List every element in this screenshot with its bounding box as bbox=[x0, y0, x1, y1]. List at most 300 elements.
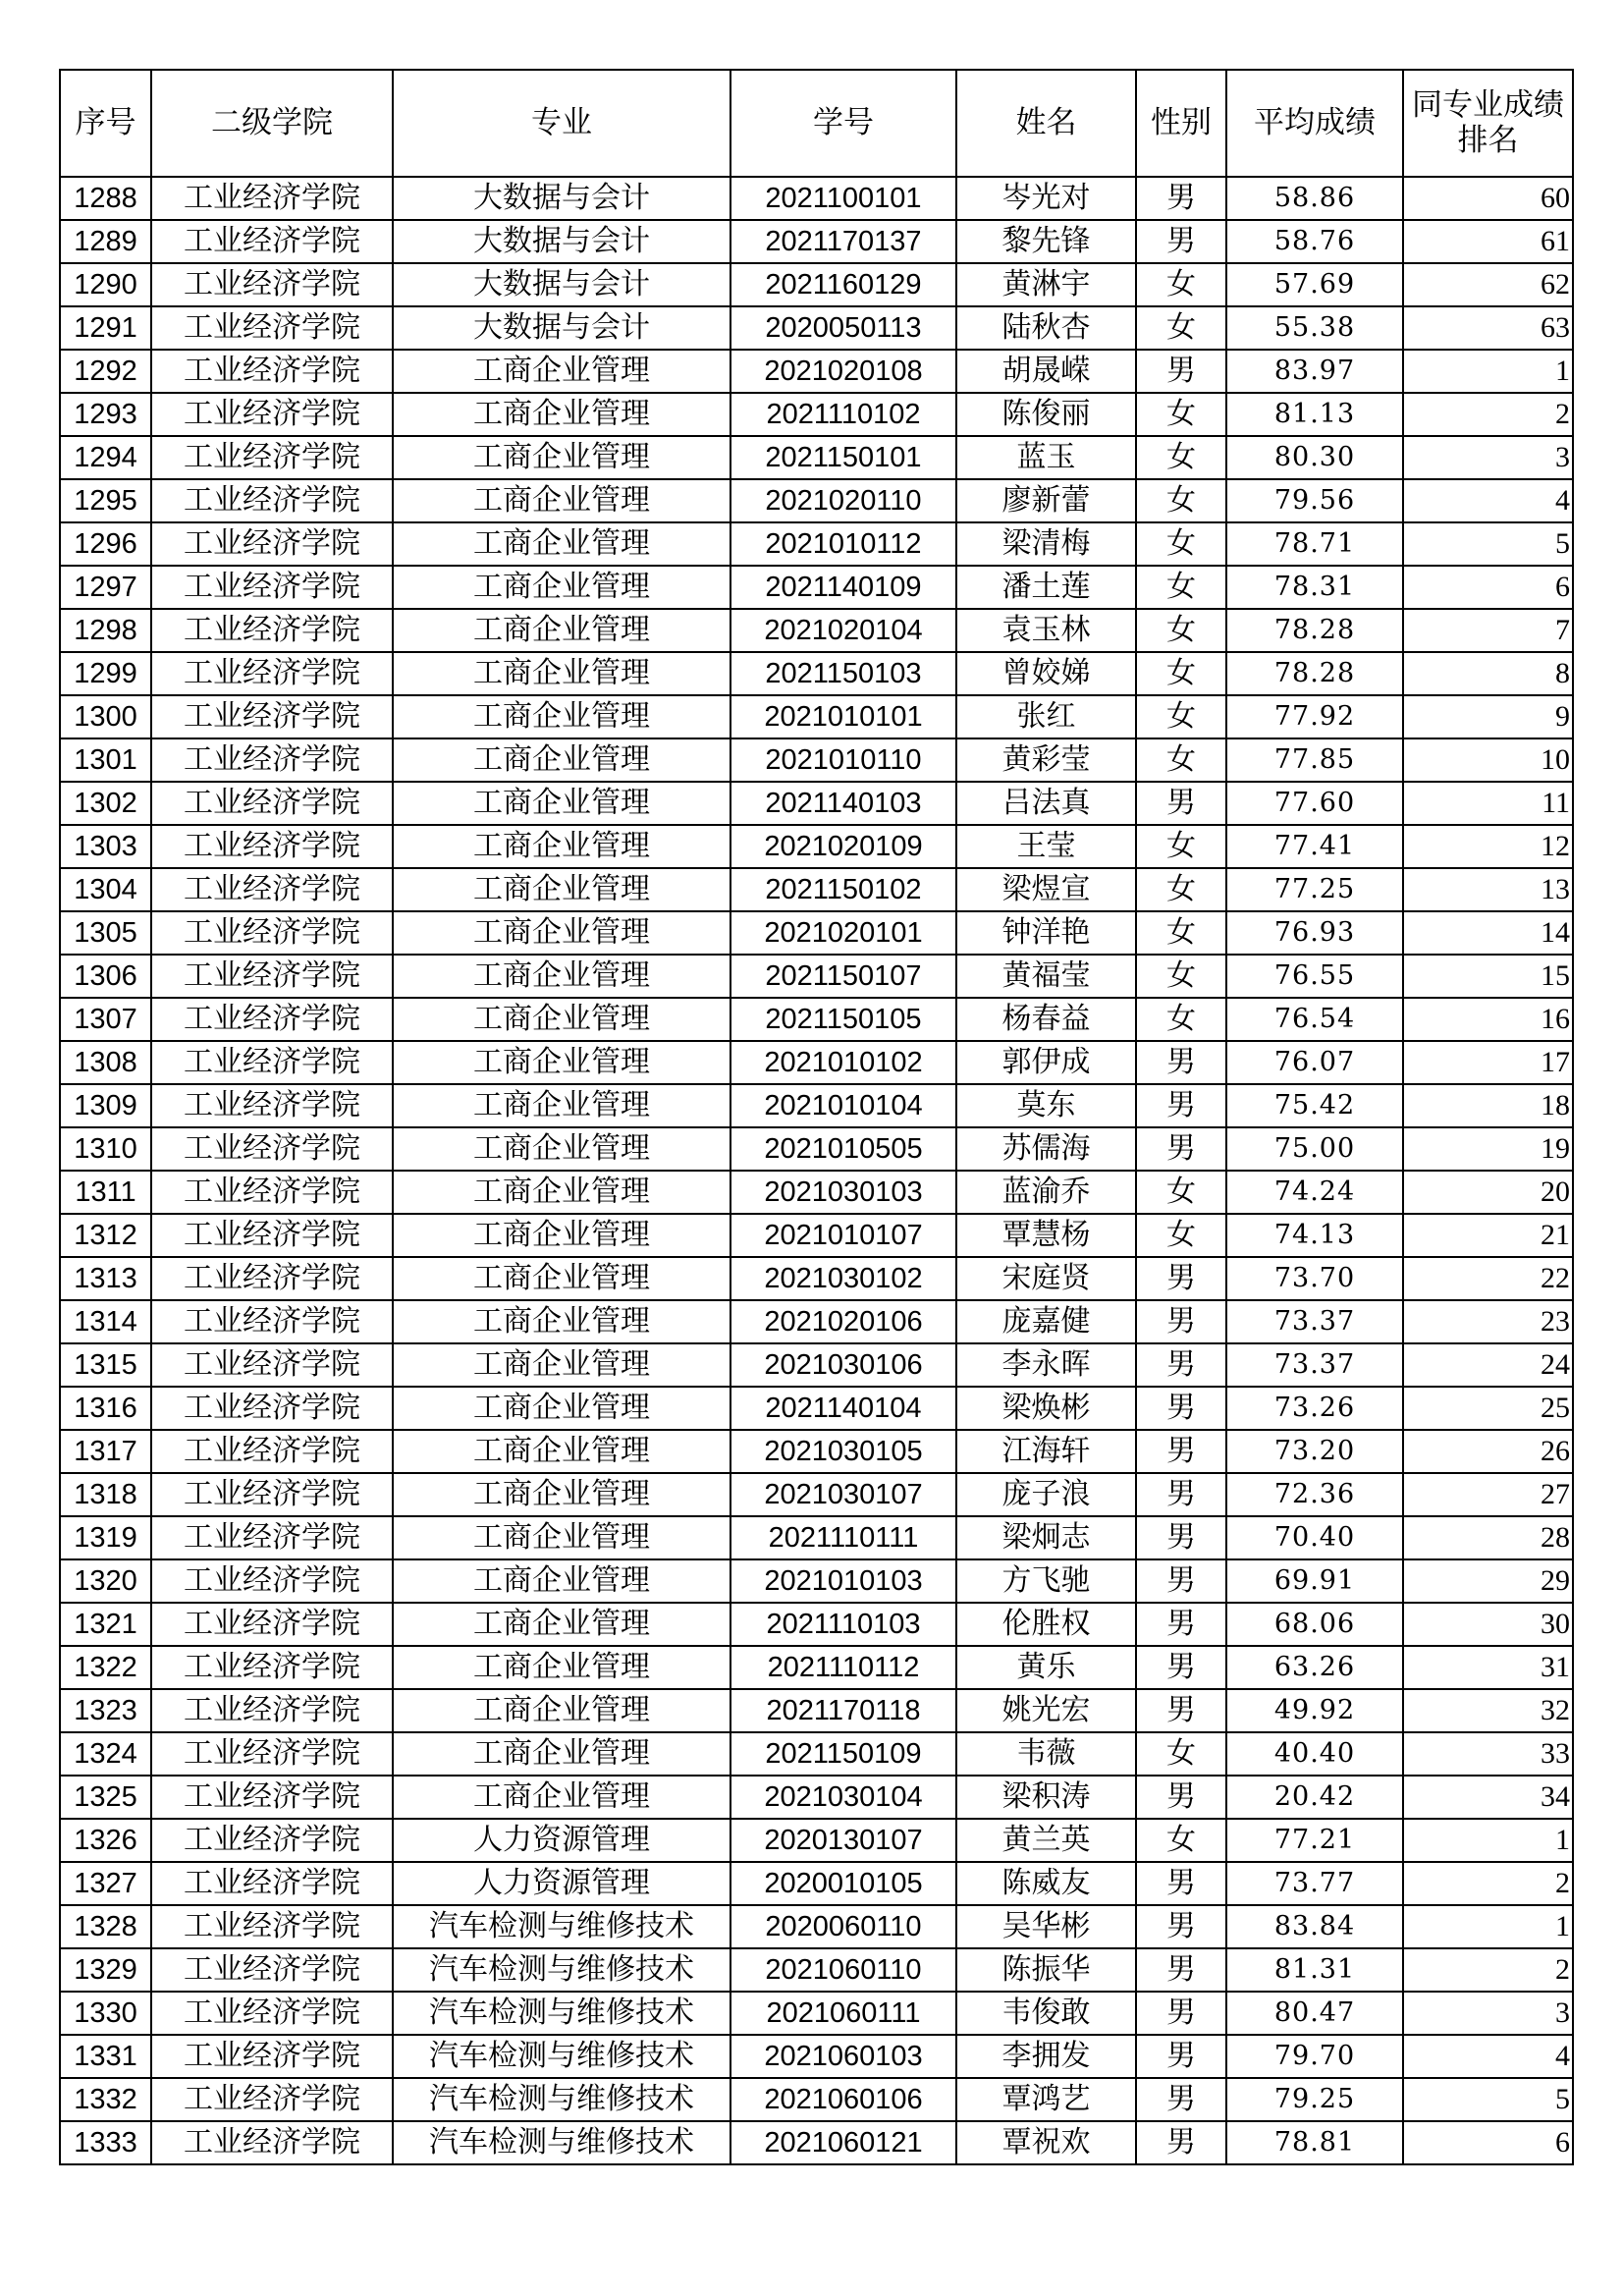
cell-seq: 1308 bbox=[60, 1041, 151, 1084]
cell-college: 工业经济学院 bbox=[151, 220, 393, 263]
cell-major: 工商企业管理 bbox=[393, 350, 730, 393]
cell-gender: 女 bbox=[1136, 1214, 1226, 1257]
cell-gender: 男 bbox=[1136, 1300, 1226, 1343]
cell-seq: 1315 bbox=[60, 1343, 151, 1387]
cell-name: 张红 bbox=[956, 695, 1136, 738]
cell-major-rank: 2 bbox=[1403, 1948, 1573, 1992]
cell-major-rank: 10 bbox=[1403, 738, 1573, 782]
cell-major: 工商企业管理 bbox=[393, 1689, 730, 1732]
cell-name: 潘土莲 bbox=[956, 566, 1136, 609]
cell-student-id: 2021020110 bbox=[730, 479, 956, 522]
cell-major: 工商企业管理 bbox=[393, 1041, 730, 1084]
cell-gender: 男 bbox=[1136, 1473, 1226, 1516]
cell-major: 工商企业管理 bbox=[393, 955, 730, 998]
header-student-id: 学号 bbox=[730, 70, 956, 177]
cell-college: 工业经济学院 bbox=[151, 177, 393, 220]
cell-seq: 1299 bbox=[60, 652, 151, 695]
cell-student-id: 2021010102 bbox=[730, 1041, 956, 1084]
cell-gender: 男 bbox=[1136, 1905, 1226, 1948]
cell-college: 工业经济学院 bbox=[151, 825, 393, 868]
cell-name: 梁焕彬 bbox=[956, 1387, 1136, 1430]
cell-major: 工商企业管理 bbox=[393, 868, 730, 911]
cell-average-score: 77.21 bbox=[1226, 1819, 1403, 1862]
score-table bbox=[59, 69, 1574, 2165]
cell-gender: 女 bbox=[1136, 998, 1226, 1041]
cell-average-score: 75.00 bbox=[1226, 1127, 1403, 1171]
cell-major-rank: 5 bbox=[1403, 2078, 1573, 2121]
cell-college: 工业经济学院 bbox=[151, 263, 393, 306]
cell-major-rank: 30 bbox=[1403, 1603, 1573, 1646]
table-row bbox=[60, 609, 1573, 652]
cell-gender: 男 bbox=[1136, 1127, 1226, 1171]
cell-average-score: 77.60 bbox=[1226, 782, 1403, 825]
cell-gender: 男 bbox=[1136, 1862, 1226, 1905]
cell-student-id: 2021150101 bbox=[730, 436, 956, 479]
cell-average-score: 79.56 bbox=[1226, 479, 1403, 522]
cell-major-rank: 5 bbox=[1403, 522, 1573, 566]
cell-average-score: 57.69 bbox=[1226, 263, 1403, 306]
cell-college: 工业经济学院 bbox=[151, 479, 393, 522]
cell-student-id: 2021100101 bbox=[730, 177, 956, 220]
cell-average-score: 63.26 bbox=[1226, 1646, 1403, 1689]
cell-college: 工业经济学院 bbox=[151, 1646, 393, 1689]
table-row bbox=[60, 1732, 1573, 1776]
cell-major-rank: 26 bbox=[1403, 1430, 1573, 1473]
cell-name: 李永晖 bbox=[956, 1343, 1136, 1387]
cell-college: 工业经济学院 bbox=[151, 2078, 393, 2121]
cell-college: 工业经济学院 bbox=[151, 1603, 393, 1646]
cell-gender: 女 bbox=[1136, 306, 1226, 350]
cell-major: 人力资源管理 bbox=[393, 1819, 730, 1862]
cell-student-id: 2021140109 bbox=[730, 566, 956, 609]
cell-student-id: 2021030103 bbox=[730, 1171, 956, 1214]
cell-average-score: 70.40 bbox=[1226, 1516, 1403, 1559]
cell-seq: 1329 bbox=[60, 1948, 151, 1992]
cell-average-score: 55.38 bbox=[1226, 306, 1403, 350]
cell-student-id: 2021110102 bbox=[730, 393, 956, 436]
header-major-rank: 同专业成绩排名 bbox=[1403, 70, 1573, 177]
cell-name: 黄乐 bbox=[956, 1646, 1136, 1689]
cell-major: 工商企业管理 bbox=[393, 911, 730, 955]
cell-student-id: 2021060111 bbox=[730, 1992, 956, 2035]
cell-average-score: 77.85 bbox=[1226, 738, 1403, 782]
cell-major: 工商企业管理 bbox=[393, 1300, 730, 1343]
cell-average-score: 73.70 bbox=[1226, 1257, 1403, 1300]
cell-major: 工商企业管理 bbox=[393, 1343, 730, 1387]
cell-college: 工业经济学院 bbox=[151, 566, 393, 609]
cell-average-score: 83.97 bbox=[1226, 350, 1403, 393]
cell-name: 陈俊丽 bbox=[956, 393, 1136, 436]
cell-name: 王莹 bbox=[956, 825, 1136, 868]
table-row bbox=[60, 306, 1573, 350]
cell-major: 工商企业管理 bbox=[393, 1516, 730, 1559]
cell-major-rank: 1 bbox=[1403, 1819, 1573, 1862]
table-row bbox=[60, 825, 1573, 868]
cell-name: 郭伊成 bbox=[956, 1041, 1136, 1084]
cell-college: 工业经济学院 bbox=[151, 522, 393, 566]
cell-seq: 1311 bbox=[60, 1171, 151, 1214]
cell-seq: 1303 bbox=[60, 825, 151, 868]
table-row bbox=[60, 2121, 1573, 2164]
cell-seq: 1290 bbox=[60, 263, 151, 306]
cell-major-rank: 11 bbox=[1403, 782, 1573, 825]
header-average-score: 平均成绩 bbox=[1226, 70, 1403, 177]
cell-major-rank: 22 bbox=[1403, 1257, 1573, 1300]
cell-gender: 男 bbox=[1136, 1430, 1226, 1473]
cell-student-id: 2021170118 bbox=[730, 1689, 956, 1732]
cell-gender: 男 bbox=[1136, 1646, 1226, 1689]
cell-college: 工业经济学院 bbox=[151, 1387, 393, 1430]
cell-major: 工商企业管理 bbox=[393, 609, 730, 652]
table-row bbox=[60, 738, 1573, 782]
cell-gender: 男 bbox=[1136, 1776, 1226, 1819]
cell-gender: 女 bbox=[1136, 652, 1226, 695]
cell-major: 汽车检测与维修技术 bbox=[393, 1992, 730, 2035]
cell-seq: 1294 bbox=[60, 436, 151, 479]
cell-major: 汽车检测与维修技术 bbox=[393, 2121, 730, 2164]
cell-seq: 1288 bbox=[60, 177, 151, 220]
cell-student-id: 2021020108 bbox=[730, 350, 956, 393]
cell-gender: 女 bbox=[1136, 609, 1226, 652]
table-row bbox=[60, 1603, 1573, 1646]
table-row bbox=[60, 1084, 1573, 1127]
cell-major: 工商企业管理 bbox=[393, 1257, 730, 1300]
cell-seq: 1301 bbox=[60, 738, 151, 782]
cell-major: 工商企业管理 bbox=[393, 1473, 730, 1516]
table-row bbox=[60, 393, 1573, 436]
cell-student-id: 2020010105 bbox=[730, 1862, 956, 1905]
cell-average-score: 80.30 bbox=[1226, 436, 1403, 479]
cell-name: 陆秋杏 bbox=[956, 306, 1136, 350]
cell-gender: 男 bbox=[1136, 1992, 1226, 2035]
table-row bbox=[60, 1516, 1573, 1559]
cell-student-id: 2021010104 bbox=[730, 1084, 956, 1127]
cell-major-rank: 25 bbox=[1403, 1387, 1573, 1430]
cell-gender: 女 bbox=[1136, 868, 1226, 911]
cell-average-score: 83.84 bbox=[1226, 1905, 1403, 1948]
cell-name: 钟洋艳 bbox=[956, 911, 1136, 955]
cell-average-score: 73.37 bbox=[1226, 1300, 1403, 1343]
cell-major: 工商企业管理 bbox=[393, 1171, 730, 1214]
cell-major: 大数据与会计 bbox=[393, 306, 730, 350]
cell-major: 大数据与会计 bbox=[393, 263, 730, 306]
cell-student-id: 2021060103 bbox=[730, 2035, 956, 2078]
cell-seq: 1309 bbox=[60, 1084, 151, 1127]
cell-college: 工业经济学院 bbox=[151, 955, 393, 998]
table-row bbox=[60, 479, 1573, 522]
cell-name: 曾姣娣 bbox=[956, 652, 1136, 695]
table-row bbox=[60, 652, 1573, 695]
cell-seq: 1325 bbox=[60, 1776, 151, 1819]
cell-name: 苏儒海 bbox=[956, 1127, 1136, 1171]
cell-gender: 男 bbox=[1136, 2121, 1226, 2164]
table-row bbox=[60, 1430, 1573, 1473]
cell-major-rank: 23 bbox=[1403, 1300, 1573, 1343]
cell-name: 黄福莹 bbox=[956, 955, 1136, 998]
cell-gender: 男 bbox=[1136, 177, 1226, 220]
cell-major-rank: 15 bbox=[1403, 955, 1573, 998]
cell-major: 工商企业管理 bbox=[393, 1776, 730, 1819]
table-row bbox=[60, 522, 1573, 566]
table-row bbox=[60, 695, 1573, 738]
cell-college: 工业经济学院 bbox=[151, 1041, 393, 1084]
table-row bbox=[60, 1127, 1573, 1171]
cell-major: 工商企业管理 bbox=[393, 1127, 730, 1171]
table-row bbox=[60, 998, 1573, 1041]
cell-major: 大数据与会计 bbox=[393, 177, 730, 220]
cell-average-score: 80.47 bbox=[1226, 1992, 1403, 2035]
cell-seq: 1320 bbox=[60, 1559, 151, 1603]
cell-name: 廖新蕾 bbox=[956, 479, 1136, 522]
cell-student-id: 2021010103 bbox=[730, 1559, 956, 1603]
cell-student-id: 2021010505 bbox=[730, 1127, 956, 1171]
cell-name: 庞嘉健 bbox=[956, 1300, 1136, 1343]
cell-major-rank: 29 bbox=[1403, 1559, 1573, 1603]
cell-student-id: 2021020109 bbox=[730, 825, 956, 868]
cell-student-id: 2021030107 bbox=[730, 1473, 956, 1516]
cell-student-id: 2021030102 bbox=[730, 1257, 956, 1300]
cell-average-score: 73.20 bbox=[1226, 1430, 1403, 1473]
cell-major-rank: 62 bbox=[1403, 263, 1573, 306]
cell-seq: 1327 bbox=[60, 1862, 151, 1905]
cell-student-id: 2021150102 bbox=[730, 868, 956, 911]
cell-seq: 1328 bbox=[60, 1905, 151, 1948]
cell-major: 工商企业管理 bbox=[393, 1387, 730, 1430]
cell-name: 伦胜权 bbox=[956, 1603, 1136, 1646]
cell-college: 工业经济学院 bbox=[151, 350, 393, 393]
cell-major: 工商企业管理 bbox=[393, 1559, 730, 1603]
cell-major-rank: 7 bbox=[1403, 609, 1573, 652]
cell-seq: 1302 bbox=[60, 782, 151, 825]
cell-name: 覃慧杨 bbox=[956, 1214, 1136, 1257]
cell-college: 工业经济学院 bbox=[151, 782, 393, 825]
cell-major-rank: 3 bbox=[1403, 1992, 1573, 2035]
cell-seq: 1324 bbox=[60, 1732, 151, 1776]
cell-student-id: 2021010110 bbox=[730, 738, 956, 782]
cell-major: 汽车检测与维修技术 bbox=[393, 1948, 730, 1992]
cell-college: 工业经济学院 bbox=[151, 1819, 393, 1862]
table-row bbox=[60, 566, 1573, 609]
cell-college: 工业经济学院 bbox=[151, 1084, 393, 1127]
cell-major-rank: 3 bbox=[1403, 436, 1573, 479]
cell-major: 人力资源管理 bbox=[393, 1862, 730, 1905]
header-seq: 序号 bbox=[60, 70, 151, 177]
cell-gender: 男 bbox=[1136, 782, 1226, 825]
cell-name: 岑光对 bbox=[956, 177, 1136, 220]
cell-major-rank: 31 bbox=[1403, 1646, 1573, 1689]
cell-seq: 1318 bbox=[60, 1473, 151, 1516]
cell-college: 工业经济学院 bbox=[151, 1473, 393, 1516]
cell-gender: 男 bbox=[1136, 1689, 1226, 1732]
cell-major-rank: 18 bbox=[1403, 1084, 1573, 1127]
cell-average-score: 81.31 bbox=[1226, 1948, 1403, 1992]
cell-gender: 女 bbox=[1136, 1732, 1226, 1776]
cell-gender: 男 bbox=[1136, 220, 1226, 263]
cell-student-id: 2021020104 bbox=[730, 609, 956, 652]
cell-major-rank: 1 bbox=[1403, 1905, 1573, 1948]
cell-name: 陈威友 bbox=[956, 1862, 1136, 1905]
cell-student-id: 2021110112 bbox=[730, 1646, 956, 1689]
cell-student-id: 2021110111 bbox=[730, 1516, 956, 1559]
cell-average-score: 77.92 bbox=[1226, 695, 1403, 738]
cell-gender: 女 bbox=[1136, 263, 1226, 306]
cell-gender: 女 bbox=[1136, 1819, 1226, 1862]
cell-name: 黄淋宇 bbox=[956, 263, 1136, 306]
cell-college: 工业经济学院 bbox=[151, 695, 393, 738]
cell-seq: 1307 bbox=[60, 998, 151, 1041]
cell-seq: 1289 bbox=[60, 220, 151, 263]
cell-seq: 1310 bbox=[60, 1127, 151, 1171]
cell-seq: 1291 bbox=[60, 306, 151, 350]
cell-college: 工业经济学院 bbox=[151, 1559, 393, 1603]
cell-seq: 1296 bbox=[60, 522, 151, 566]
cell-college: 工业经济学院 bbox=[151, 1214, 393, 1257]
cell-major-rank: 24 bbox=[1403, 1343, 1573, 1387]
cell-major-rank: 19 bbox=[1403, 1127, 1573, 1171]
cell-average-score: 73.37 bbox=[1226, 1343, 1403, 1387]
cell-gender: 男 bbox=[1136, 2078, 1226, 2121]
cell-name: 袁玉林 bbox=[956, 609, 1136, 652]
cell-major: 工商企业管理 bbox=[393, 479, 730, 522]
table-row bbox=[60, 1559, 1573, 1603]
cell-gender: 女 bbox=[1136, 436, 1226, 479]
cell-major: 大数据与会计 bbox=[393, 220, 730, 263]
cell-college: 工业经济学院 bbox=[151, 868, 393, 911]
cell-name: 江海轩 bbox=[956, 1430, 1136, 1473]
table-row bbox=[60, 220, 1573, 263]
cell-major: 工商企业管理 bbox=[393, 566, 730, 609]
cell-average-score: 81.13 bbox=[1226, 393, 1403, 436]
cell-major: 汽车检测与维修技术 bbox=[393, 2078, 730, 2121]
table-header bbox=[60, 70, 1573, 177]
cell-average-score: 40.40 bbox=[1226, 1732, 1403, 1776]
cell-average-score: 79.70 bbox=[1226, 2035, 1403, 2078]
cell-seq: 1332 bbox=[60, 2078, 151, 2121]
cell-major: 工商企业管理 bbox=[393, 522, 730, 566]
cell-major-rank: 60 bbox=[1403, 177, 1573, 220]
cell-seq: 1306 bbox=[60, 955, 151, 998]
cell-name: 梁煜宣 bbox=[956, 868, 1136, 911]
cell-major-rank: 13 bbox=[1403, 868, 1573, 911]
cell-student-id: 2021150107 bbox=[730, 955, 956, 998]
table-row bbox=[60, 1343, 1573, 1387]
cell-average-score: 76.54 bbox=[1226, 998, 1403, 1041]
table-row bbox=[60, 1041, 1573, 1084]
cell-college: 工业经济学院 bbox=[151, 1732, 393, 1776]
cell-college: 工业经济学院 bbox=[151, 1430, 393, 1473]
cell-name: 陈振华 bbox=[956, 1948, 1136, 1992]
cell-gender: 女 bbox=[1136, 955, 1226, 998]
cell-major-rank: 9 bbox=[1403, 695, 1573, 738]
cell-major-rank: 27 bbox=[1403, 1473, 1573, 1516]
cell-major-rank: 12 bbox=[1403, 825, 1573, 868]
cell-student-id: 2021030106 bbox=[730, 1343, 956, 1387]
cell-major: 汽车检测与维修技术 bbox=[393, 2035, 730, 2078]
cell-college: 工业经济学院 bbox=[151, 1257, 393, 1300]
cell-average-score: 76.07 bbox=[1226, 1041, 1403, 1084]
cell-major-rank: 1 bbox=[1403, 350, 1573, 393]
score-ranking-sheet bbox=[59, 69, 1572, 2165]
table-row bbox=[60, 177, 1573, 220]
cell-gender: 女 bbox=[1136, 1171, 1226, 1214]
cell-seq: 1312 bbox=[60, 1214, 151, 1257]
cell-major-rank: 16 bbox=[1403, 998, 1573, 1041]
table-row bbox=[60, 2035, 1573, 2078]
cell-major-rank: 6 bbox=[1403, 566, 1573, 609]
cell-average-score: 73.26 bbox=[1226, 1387, 1403, 1430]
cell-college: 工业经济学院 bbox=[151, 1776, 393, 1819]
cell-seq: 1323 bbox=[60, 1689, 151, 1732]
cell-name: 蓝渝乔 bbox=[956, 1171, 1136, 1214]
table-row bbox=[60, 436, 1573, 479]
cell-seq: 1313 bbox=[60, 1257, 151, 1300]
table-row bbox=[60, 1862, 1573, 1905]
cell-student-id: 2021030104 bbox=[730, 1776, 956, 1819]
cell-seq: 1298 bbox=[60, 609, 151, 652]
cell-college: 工业经济学院 bbox=[151, 1992, 393, 2035]
cell-college: 工业经济学院 bbox=[151, 1171, 393, 1214]
table-row bbox=[60, 1992, 1573, 2035]
cell-average-score: 78.28 bbox=[1226, 652, 1403, 695]
table-row bbox=[60, 955, 1573, 998]
cell-name: 姚光宏 bbox=[956, 1689, 1136, 1732]
cell-college: 工业经济学院 bbox=[151, 1343, 393, 1387]
cell-major-rank: 2 bbox=[1403, 1862, 1573, 1905]
table-row bbox=[60, 350, 1573, 393]
cell-student-id: 2021010112 bbox=[730, 522, 956, 566]
cell-student-id: 2021110103 bbox=[730, 1603, 956, 1646]
cell-student-id: 2021150109 bbox=[730, 1732, 956, 1776]
cell-college: 工业经济学院 bbox=[151, 1127, 393, 1171]
table-row bbox=[60, 868, 1573, 911]
cell-gender: 男 bbox=[1136, 1084, 1226, 1127]
cell-major-rank: 4 bbox=[1403, 479, 1573, 522]
cell-college: 工业经济学院 bbox=[151, 652, 393, 695]
table-row bbox=[60, 1819, 1573, 1862]
cell-major-rank: 2 bbox=[1403, 393, 1573, 436]
cell-average-score: 77.41 bbox=[1226, 825, 1403, 868]
cell-name: 方飞驰 bbox=[956, 1559, 1136, 1603]
cell-major-rank: 61 bbox=[1403, 220, 1573, 263]
cell-major: 工商企业管理 bbox=[393, 1430, 730, 1473]
cell-student-id: 2021160129 bbox=[730, 263, 956, 306]
cell-student-id: 2020060110 bbox=[730, 1905, 956, 1948]
header-name: 姓名 bbox=[956, 70, 1136, 177]
cell-seq: 1317 bbox=[60, 1430, 151, 1473]
cell-average-score: 76.55 bbox=[1226, 955, 1403, 998]
cell-major-rank: 17 bbox=[1403, 1041, 1573, 1084]
table-row bbox=[60, 782, 1573, 825]
table-row bbox=[60, 1776, 1573, 1819]
cell-name: 韦薇 bbox=[956, 1732, 1136, 1776]
cell-college: 工业经济学院 bbox=[151, 609, 393, 652]
cell-college: 工业经济学院 bbox=[151, 911, 393, 955]
cell-gender: 女 bbox=[1136, 695, 1226, 738]
cell-college: 工业经济学院 bbox=[151, 1862, 393, 1905]
cell-major-rank: 21 bbox=[1403, 1214, 1573, 1257]
cell-major-rank: 63 bbox=[1403, 306, 1573, 350]
cell-major: 汽车检测与维修技术 bbox=[393, 1905, 730, 1948]
cell-average-score: 78.31 bbox=[1226, 566, 1403, 609]
cell-average-score: 78.71 bbox=[1226, 522, 1403, 566]
cell-major-rank: 14 bbox=[1403, 911, 1573, 955]
cell-gender: 男 bbox=[1136, 1387, 1226, 1430]
table-body bbox=[60, 177, 1573, 2164]
table-row bbox=[60, 1473, 1573, 1516]
cell-student-id: 2021150103 bbox=[730, 652, 956, 695]
table-row bbox=[60, 1257, 1573, 1300]
cell-average-score: 77.25 bbox=[1226, 868, 1403, 911]
